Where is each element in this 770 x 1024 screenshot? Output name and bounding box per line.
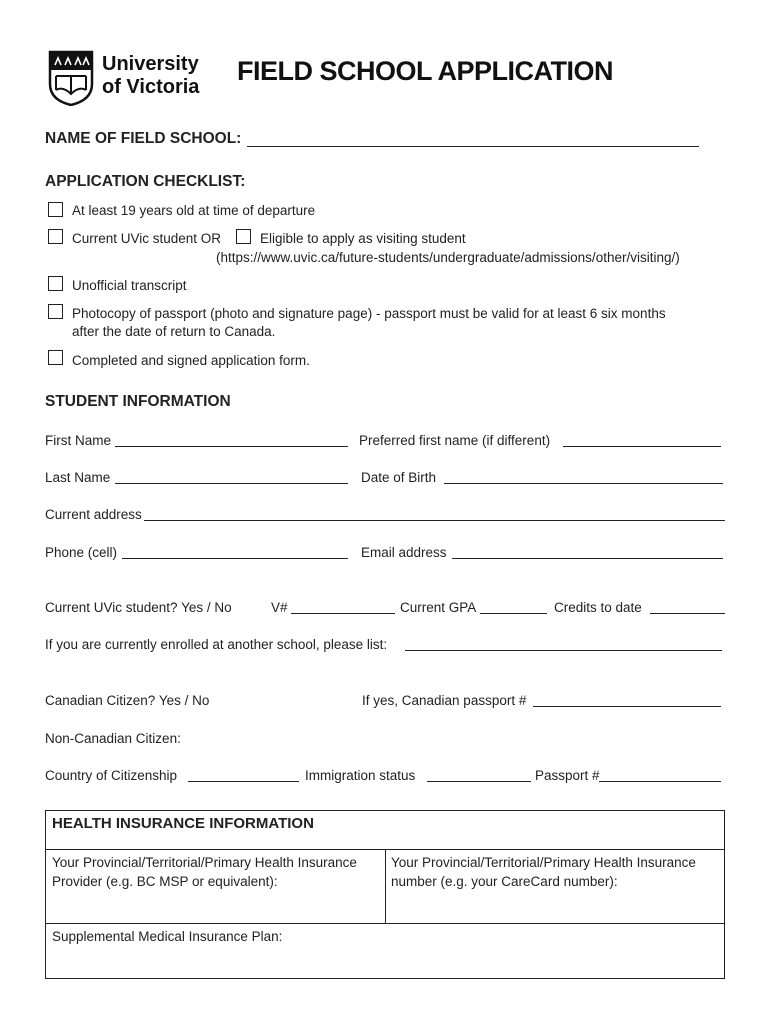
checklist-item-age: At least 19 years old at time of departure xyxy=(72,203,316,218)
preferred-name-label: Preferred first name (if different) xyxy=(359,433,551,448)
first-name-label: First Name xyxy=(45,433,112,448)
checkbox-passport[interactable] xyxy=(48,304,63,319)
vnumber-label: V# xyxy=(271,600,288,615)
last-name-label: Last Name xyxy=(45,470,111,485)
checkbox-current-student[interactable] xyxy=(48,229,63,244)
health-provider-cell[interactable] xyxy=(52,853,382,921)
current-uvic-label: Current UVic student? Yes / No xyxy=(45,600,232,615)
canadian-citizen-label: Canadian Citizen? Yes / No xyxy=(45,693,210,708)
immigration-label: Immigration status xyxy=(305,768,416,783)
student-info-heading: STUDENT INFORMATION xyxy=(45,393,231,410)
first-name-input[interactable] xyxy=(115,446,348,447)
checkbox-visiting-student[interactable] xyxy=(236,229,251,244)
other-school-input[interactable] xyxy=(405,650,722,651)
last-name-input[interactable] xyxy=(115,483,348,484)
passport-input[interactable] xyxy=(599,781,721,782)
supplemental-plan-label: Supplemental Medical Insurance Plan: xyxy=(52,929,283,944)
checkbox-transcript[interactable] xyxy=(48,276,63,291)
checkbox-age[interactable] xyxy=(48,202,63,217)
checkbox-application-form[interactable] xyxy=(48,350,63,365)
health-number-label-1: Your Provincial/Territorial/Primary Health Insurance xyxy=(391,855,696,870)
checklist-item-passport: Photocopy of passport (photo and signature page) - passport must be valid for at least 6 six months xyxy=(72,306,666,321)
non-canadian-label: Non-Canadian Citizen: xyxy=(45,731,181,746)
dob-label: Date of Birth xyxy=(361,470,437,485)
field-school-label: NAME OF FIELD SCHOOL: xyxy=(45,130,242,147)
checklist-item-current-student: Current UVic student OR xyxy=(72,231,222,246)
credits-label: Credits to date xyxy=(554,600,642,615)
health-insurance-table xyxy=(45,810,725,979)
health-insurance-heading: HEALTH INSURANCE INFORMATION xyxy=(52,815,314,832)
immigration-input[interactable] xyxy=(427,781,531,782)
checklist-item-visiting-student: Eligible to apply as visiting student xyxy=(260,231,466,246)
phone-label: Phone (cell) xyxy=(45,545,118,560)
address-label: Current address xyxy=(45,507,142,522)
page-title: FIELD SCHOOL APPLICATION xyxy=(237,56,614,86)
university-logo xyxy=(48,50,218,108)
checklist-item-transcript: Unofficial transcript xyxy=(72,278,187,293)
dob-input[interactable] xyxy=(444,483,723,484)
canadian-passport-input[interactable] xyxy=(533,706,721,707)
address-input[interactable] xyxy=(144,520,725,521)
visiting-student-url: (https://www.uvic.ca/future-students/undergraduate/admissions/other/visiting/) xyxy=(216,250,680,265)
checklist-item-application-form: Completed and signed application form. xyxy=(72,353,310,368)
email-input[interactable] xyxy=(452,558,723,559)
health-provider-label-2: Provider (e.g. BC MSP or equivalent): xyxy=(52,874,278,889)
supplemental-plan-cell[interactable] xyxy=(52,927,720,975)
gpa-input[interactable] xyxy=(480,613,547,614)
shield-icon xyxy=(48,50,94,106)
health-number-label-2: number (e.g. your CareCard number): xyxy=(391,874,618,889)
phone-input[interactable] xyxy=(122,558,348,559)
gpa-label: Current GPA xyxy=(400,600,477,615)
canadian-passport-label: If yes, Canadian passport # xyxy=(362,693,527,708)
preferred-name-input[interactable] xyxy=(563,446,721,447)
other-school-label: If you are currently enrolled at another school, please list: xyxy=(45,637,388,652)
vnumber-input[interactable] xyxy=(291,613,395,614)
checklist-heading: APPLICATION CHECKLIST: xyxy=(45,173,246,190)
country-input[interactable] xyxy=(188,781,299,782)
credits-input[interactable] xyxy=(650,613,725,614)
health-provider-label-1: Your Provincial/Territorial/Primary Health Insurance xyxy=(52,855,357,870)
health-number-cell[interactable] xyxy=(391,853,721,921)
field-school-input[interactable] xyxy=(247,146,699,147)
passport-label: Passport # xyxy=(535,768,600,783)
email-label: Email address xyxy=(361,545,447,560)
country-label: Country of Citizenship xyxy=(45,768,178,783)
checklist-item-passport-cont: after the date of return to Canada. xyxy=(72,324,276,339)
logo-line1: University xyxy=(102,53,199,75)
logo-line2: of Victoria xyxy=(102,76,200,98)
